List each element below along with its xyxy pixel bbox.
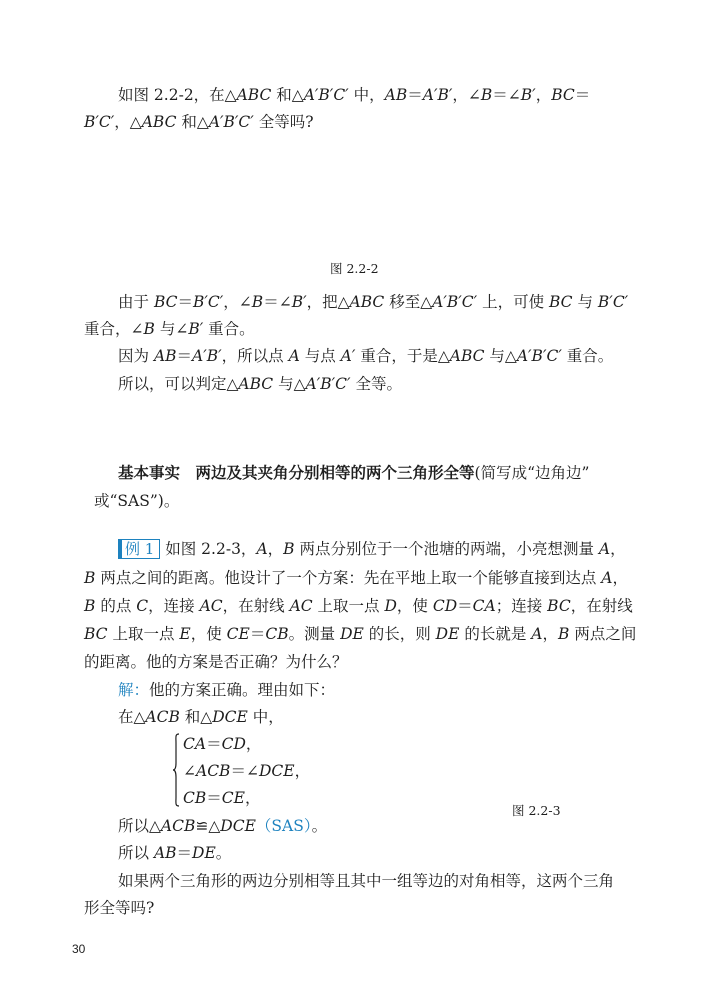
conclusion-line2: 所以 AB＝DE。	[118, 844, 232, 862]
intro-question-line1: 如图 2.2-2，在△ABC 和△A′B′C′ 中，AB＝A′B′，∠B＝∠B′，BC＝	[118, 86, 591, 104]
example-line5: 的距离。他的方案是否正确？为什么？	[84, 653, 348, 671]
example-line2: B 两点之间的距离。他设计了一个方案：先在平地上取一个能够直接到达点 A，	[84, 569, 628, 587]
intro-question-line2: B′C′，△ABC 和△A′B′C′ 全等吗?	[84, 113, 314, 131]
conclusion-line1: 所以△ACB≌△DCE（SAS）。	[118, 817, 328, 835]
solution-line1: 解：他的方案正确。理由如下：	[118, 681, 336, 699]
example-line4: BC 上取一点 E，使 CE＝CB。测量 DE 的长，则 DE 的长就是 A，B 两点之间	[84, 625, 637, 643]
left-brace-icon	[172, 733, 180, 807]
para-line4: 所以，可以判定△ABC 与△A′B′C′ 全等。	[118, 375, 402, 393]
para-line2: 重合，∠B 与∠B′ 重合。	[84, 320, 255, 338]
system-eq3: CB＝CE，	[183, 789, 261, 807]
question-line2: 形全等吗?	[84, 899, 155, 917]
system-eq1: CA＝CD，	[183, 735, 262, 753]
question-line1: 如果两个三角形的两边分别相等且其中一组等边的对角相等，这两个三角	[118, 872, 615, 890]
example-tag: 例 1	[118, 539, 160, 559]
para-line1: 由于 BC＝B′C′，∠B＝∠B′，把△ABC 移至△A′B′C′ 上，可使 BC 与 B′C′	[118, 293, 629, 311]
system-eq2: ∠ACB＝∠DCE，	[183, 762, 311, 780]
basic-fact-line1: 基本事实 两边及其夹角分别相等的两个三角形全等(简写成“边角边”	[118, 463, 590, 482]
example-line3: B 的点 C，连接 AC，在射线 AC 上取一点 D，使 CD＝CA；连接 BC，在射线	[84, 597, 633, 615]
figure-caption-2-2-2: 图 2.2-2	[330, 261, 379, 276]
example-line1: 例 1 如图 2.2-3，A，B 两点分别位于一个池塘的两端，小亮想测量 A，	[118, 538, 626, 560]
solution-label: 解：	[118, 681, 150, 699]
figure-caption-2-2-3: 图 2.2-3	[512, 803, 561, 818]
page-number: 30	[72, 942, 86, 956]
para-line3: 因为 AB＝A′B′，所以点 A 与点 A′ 重合，于是△ABC 与△A′B′C′ 重合。	[118, 347, 614, 365]
basic-fact-line2: 或“SAS”)。	[94, 492, 180, 510]
solution-line2: 在△ACB 和△DCE 中，	[118, 708, 284, 726]
